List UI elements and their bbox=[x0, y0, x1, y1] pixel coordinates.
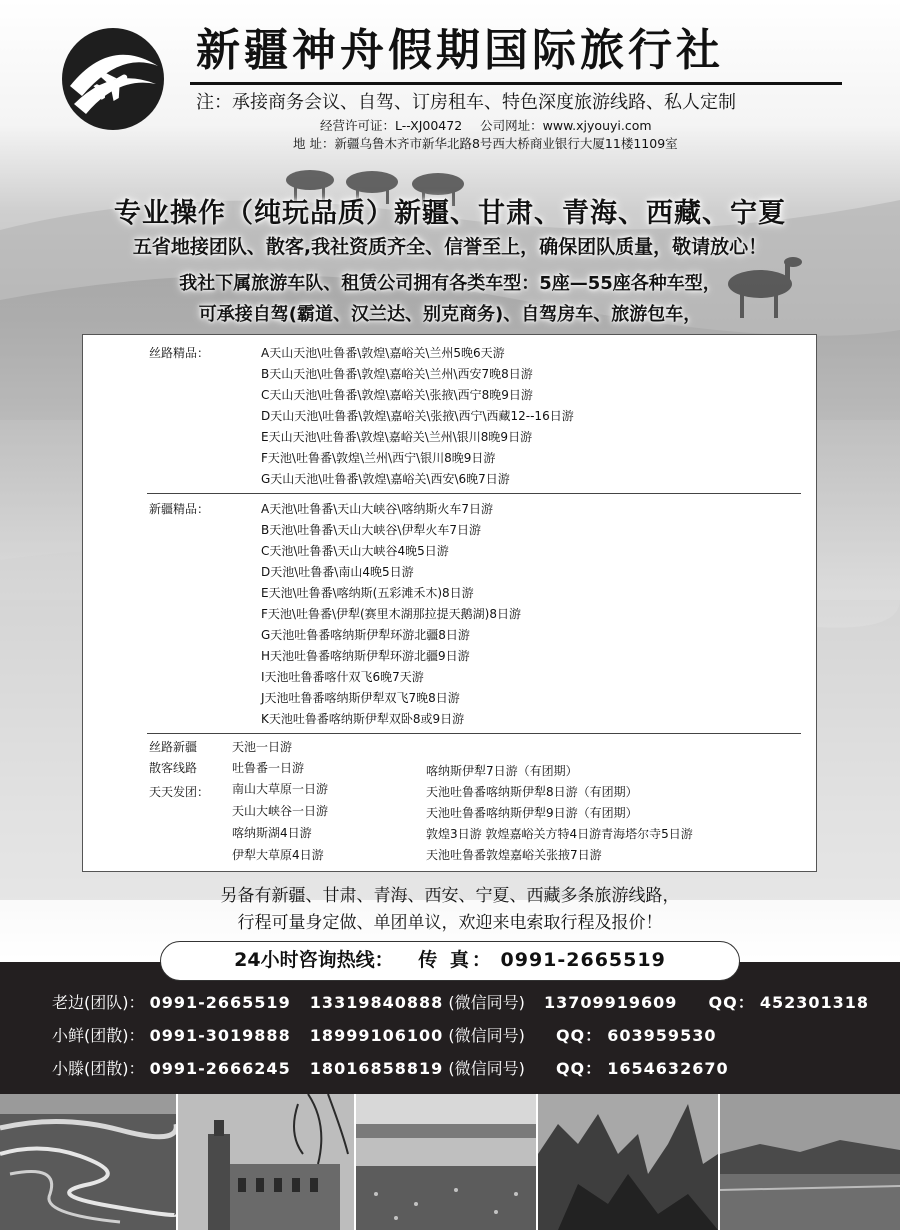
route-item: J天池吐鲁番喀纳斯伊犁双飞7晚8日游 bbox=[261, 691, 460, 705]
photo-river-grassland bbox=[0, 1094, 176, 1230]
section-label: 丝路精品： bbox=[149, 346, 210, 360]
daily-route: 天池吐鲁番敦煌嘉峪关张掖7日游 bbox=[426, 848, 602, 862]
daily-label: 丝路新疆 bbox=[149, 740, 198, 754]
fax-number[interactable]: 0991-2665519 bbox=[500, 949, 666, 971]
daily-route: 南山大草原一日游 bbox=[232, 782, 329, 796]
route-item: G天池吐鲁番喀纳斯伊犁环游北疆8日游 bbox=[261, 628, 470, 642]
contact-mobile[interactable]: 13319840888 bbox=[309, 993, 444, 1012]
contact-row bbox=[52, 1024, 716, 1048]
section-divider bbox=[147, 733, 801, 734]
route-item: H天池吐鲁番喀纳斯伊犁环游北疆9日游 bbox=[261, 649, 470, 663]
headline-main: 专业操作（纯玩品质）新疆、甘肃、青海、西藏、宁夏 bbox=[114, 198, 786, 229]
contact-qq[interactable]: 1654632670 bbox=[607, 1059, 729, 1078]
address: 地 址：新疆乌鲁木齐市新华北路8号西大桥商业银行大厦11楼1109室 bbox=[293, 136, 678, 151]
route-item: C天池\吐鲁番\天山大峡谷4晚5日游 bbox=[261, 544, 449, 558]
services-note: 注：承接商务会议、自驾、订房租车、特色深度旅游线路、私人定制 bbox=[196, 92, 736, 113]
daily-route: 天池吐鲁番喀纳斯伊犁9日游（有团期） bbox=[426, 806, 638, 820]
route-item: D天池\吐鲁番\南山4晚5日游 bbox=[261, 565, 414, 579]
headline-fleet: 我社下属旅游车队、租赁公司拥有各类车型：5座—55座各种车型， bbox=[179, 273, 721, 294]
custom-itinerary-note: 行程可量身定做、单团单议，欢迎来电索取行程及报价！ bbox=[237, 913, 663, 933]
daily-route: 吐鲁番一日游 bbox=[232, 761, 305, 775]
daily-route: 伊犁大草原4日游 bbox=[232, 848, 324, 862]
license-line bbox=[320, 118, 666, 134]
title-divider bbox=[190, 82, 842, 85]
contact-phone[interactable]: 0991-2665519 bbox=[149, 993, 291, 1012]
agency-logo-icon bbox=[60, 26, 166, 132]
website-link[interactable]: 公司网址：www.xjyouyi.com bbox=[480, 118, 652, 133]
qq-label: QQ： bbox=[708, 993, 755, 1012]
section-label: 新疆精品： bbox=[149, 502, 210, 516]
contact-phone[interactable]: 0991-3019888 bbox=[149, 1026, 291, 1045]
contact-name: 小滕(团散)： bbox=[52, 1059, 145, 1078]
qq-label: QQ： bbox=[555, 1059, 603, 1078]
contact-name: 小鲜(团散)： bbox=[52, 1026, 145, 1045]
wechat-note: (微信同号) bbox=[448, 993, 525, 1012]
route-item: A天山天池\吐鲁番\敦煌\嘉峪关\兰州5晚6天游 bbox=[261, 346, 505, 360]
daily-route: 天池一日游 bbox=[232, 740, 293, 754]
contact-row bbox=[52, 991, 869, 1015]
routes-table bbox=[82, 334, 817, 872]
wechat-note: (微信同号) bbox=[448, 1059, 525, 1078]
wechat-note: (微信同号) bbox=[448, 1026, 525, 1045]
photo-lake-mountains bbox=[720, 1094, 900, 1230]
contact-name: 老边(团队)： bbox=[52, 993, 145, 1012]
route-item: B天山天池\吐鲁番\敦煌\嘉峪关\兰州\西安7晚8日游 bbox=[261, 367, 533, 381]
hotline-banner bbox=[160, 941, 740, 981]
more-routes-note: 另备有新疆、甘肃、青海、西安、宁夏、西藏多条旅游线路， bbox=[220, 886, 680, 906]
photo-lake-flowers bbox=[356, 1094, 536, 1230]
daily-route: 天山大峡谷一日游 bbox=[232, 804, 329, 818]
daily-route: 天池吐鲁番喀纳斯伊犁8日游（有团期） bbox=[426, 785, 638, 799]
company-name: 新疆神舟假期国际旅行社 bbox=[196, 25, 724, 76]
contact-phone[interactable]: 0991-2666245 bbox=[149, 1059, 291, 1078]
route-item: F天池\吐鲁番\敦煌\兰州\西宁\银川8晚9日游 bbox=[261, 451, 496, 465]
hotline-label: 24小时咨询热线： bbox=[234, 949, 394, 971]
route-item: E天山天池\吐鲁番\敦煌\嘉峪关\兰州\银川8晚9日游 bbox=[261, 430, 533, 444]
route-item: G天山天池\吐鲁番\敦煌\嘉峪关\西安\6晚7日游 bbox=[261, 472, 510, 486]
photo-rock-formations bbox=[538, 1094, 718, 1230]
route-item: F天池\吐鲁番\伊犁(赛里木湖那拉提天鹅湖)8日游 bbox=[261, 607, 521, 621]
fax-label: 传 真： bbox=[418, 949, 494, 971]
route-item: C天山天池\吐鲁番\敦煌\嘉峪关\张掖\西宁8晚9日游 bbox=[261, 388, 533, 402]
section-divider bbox=[147, 493, 801, 494]
contact-qq[interactable]: 452301318 bbox=[759, 993, 870, 1012]
contact-mobile-2[interactable]: 13709919609 bbox=[543, 993, 678, 1012]
route-item: A天池\吐鲁番\天山大峡谷\喀纳斯火车7日游 bbox=[261, 502, 493, 516]
headline-sub: 五省地接团队、散客,我社资质齐全、信誉至上，确保团队质量，敬请放心！ bbox=[132, 236, 768, 258]
daily-label: 天天发团： bbox=[149, 785, 210, 799]
daily-label: 散客线路 bbox=[149, 761, 198, 775]
qq-label: QQ： bbox=[555, 1026, 603, 1045]
headline-rental: 可承接自驾(霸道、汉兰达、别克商务)、自驾房车、旅游包车， bbox=[198, 304, 702, 325]
route-item: D天山天池\吐鲁番\敦煌\嘉峪关\张掖\西宁\西藏12--16日游 bbox=[261, 409, 574, 423]
contact-qq[interactable]: 603959530 bbox=[607, 1026, 717, 1045]
route-item: E天池\吐鲁番\喀纳斯(五彩滩禾木)8日游 bbox=[261, 586, 474, 600]
contact-mobile[interactable]: 18016858819 bbox=[309, 1059, 444, 1078]
license-number: 经营许可证：L--XJ00472 bbox=[320, 118, 463, 133]
contact-row bbox=[52, 1057, 729, 1081]
daily-route: 敦煌3日游 敦煌嘉峪关方特4日游青海塔尔寺5日游 bbox=[426, 827, 693, 841]
route-item: K天池吐鲁番喀纳斯伊犁双卧8或9日游 bbox=[261, 712, 465, 726]
photo-historic-building bbox=[178, 1094, 354, 1230]
route-item: B天池\吐鲁番\天山大峡谷\伊犁火车7日游 bbox=[261, 523, 481, 537]
contact-mobile[interactable]: 18999106100 bbox=[309, 1026, 444, 1045]
route-item: I天池吐鲁番喀什双飞6晚7天游 bbox=[261, 670, 424, 684]
daily-route: 喀纳斯伊犁7日游（有团期） bbox=[426, 764, 578, 778]
daily-route: 喀纳斯湖4日游 bbox=[232, 826, 312, 840]
